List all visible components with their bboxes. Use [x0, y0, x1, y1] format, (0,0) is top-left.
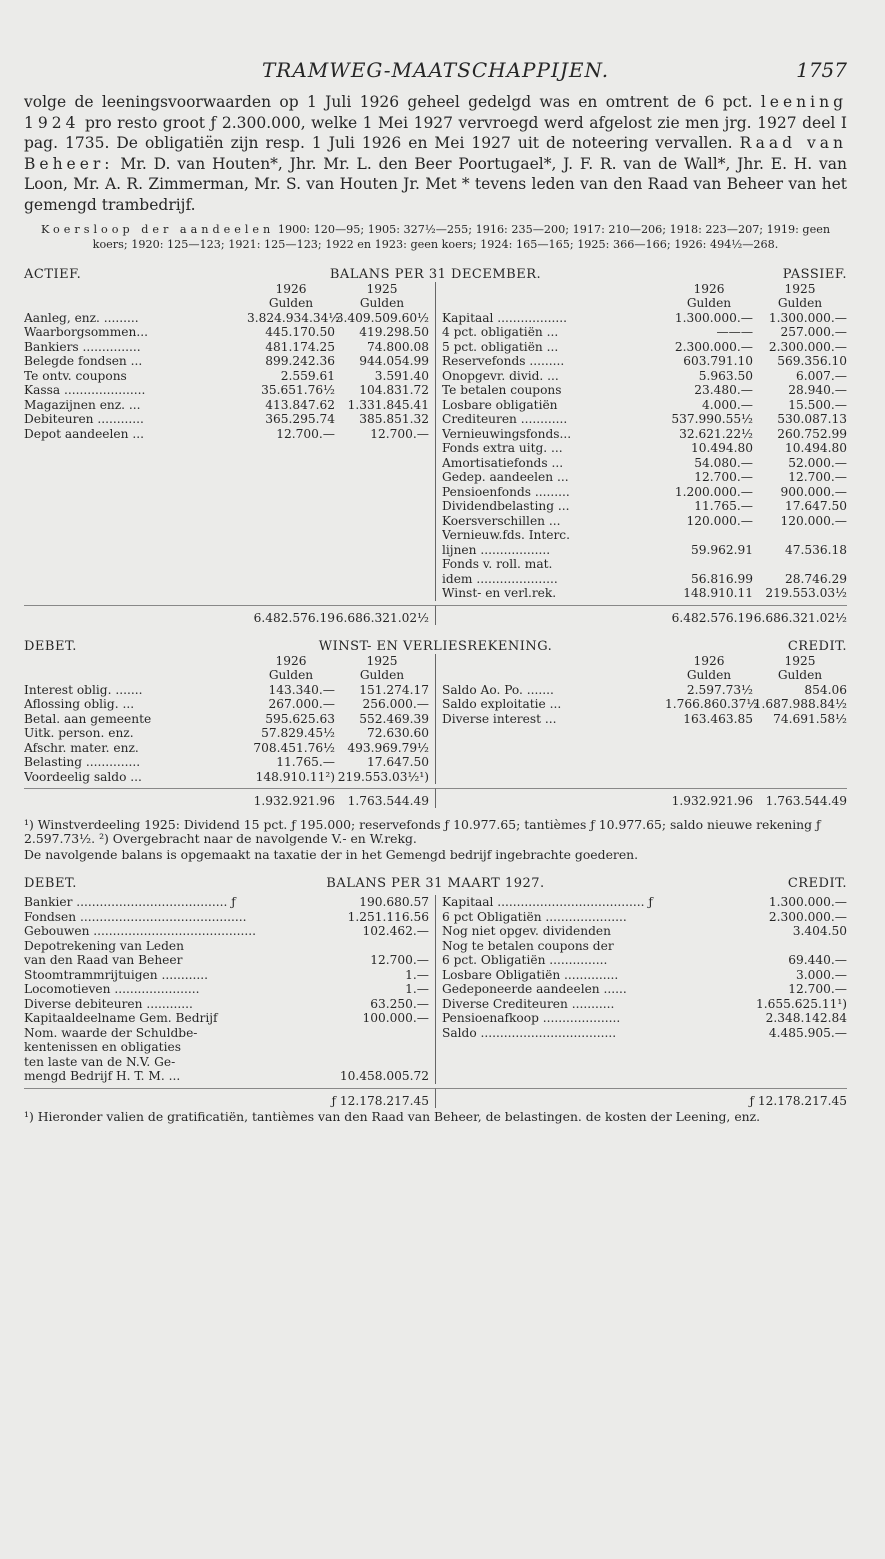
intro-text-3: pro resto groot ƒ 2.300.000, welke 1 Mei 1927 vervroegd werd afgelost zie men jrg. 1927 deel I pag. 1735. De obligatiën zijn resp. 1 Juli 1926 en Mei 1927 uit de noteering vervallen. — [24, 113, 847, 153]
row-value-1926: 56.816.99 — [690, 571, 753, 586]
table-row — [442, 895, 847, 910]
row-value-1926: 100.000.— — [362, 1011, 429, 1026]
maart-title-left: DEBET. — [24, 876, 77, 892]
unit-header: Gulden — [686, 296, 732, 311]
row-value-1926: 163.463.85 — [683, 711, 753, 726]
row-value-1926: 4.485.905.— — [768, 1025, 847, 1040]
row-label: Nog te betalen coupons der — [442, 938, 614, 953]
row-value-1926: ——— — [716, 325, 753, 340]
table-row — [442, 528, 847, 543]
row-label: Gedeponeerde aandeelen ...... — [442, 982, 627, 997]
row-label: 5 pct. obligatiën ... — [442, 339, 559, 354]
row-value-1925: 944.054.99 — [359, 354, 429, 369]
row-value-1925: 219.553.03½¹) — [337, 769, 429, 784]
row-value-1926: 413.847.62 — [265, 397, 335, 412]
row-value-1925: 569.356.10 — [777, 354, 847, 369]
table-row — [442, 543, 847, 558]
table-row — [442, 485, 847, 500]
row-label: Gebouwen .......................................... — [24, 924, 257, 939]
row-value-1926: 3.404.50 — [792, 924, 847, 939]
row-value-1926: 3.000.— — [796, 967, 847, 982]
row-label: Reservefonds ......... — [442, 354, 565, 369]
row-value-1926: 23.480.— — [694, 383, 753, 398]
table-row — [442, 924, 847, 939]
total-1925: 6.686.321.02½ — [335, 610, 429, 625]
row-label: idem ..................... — [442, 571, 558, 586]
row-value-1926: 12.700.— — [370, 953, 429, 968]
table-row — [442, 982, 847, 997]
row-label: Kapitaal ...................................... ƒ — [442, 895, 653, 910]
koersloop-label: Koersloop der aandeelen — [40, 222, 275, 236]
row-value-1925: 1.687.988.84½ — [753, 697, 847, 712]
table-row — [24, 712, 429, 727]
table-row — [442, 586, 847, 601]
table-row — [442, 1011, 847, 1026]
row-value-1926: 708.451.76½ — [253, 740, 335, 755]
row-value-1925: 1.300.000.— — [768, 310, 847, 325]
page-header — [24, 0, 847, 82]
row-label: 4 pct. obligatiën ... — [442, 325, 559, 340]
row-value-1926: 32.621.22½ — [679, 426, 753, 441]
row-value-1925: 493.969.79½ — [347, 740, 429, 755]
row-value-1926: 57.829.45½ — [261, 726, 335, 741]
row-value-1926: 10.494.80 — [690, 441, 753, 456]
row-value-1926: 10.458.005.72 — [339, 1069, 429, 1084]
row-value-1925: 10.494.80 — [784, 441, 847, 456]
balans-title-left: ACTIEF. — [24, 266, 82, 282]
table-row — [24, 997, 429, 1012]
passief-column — [435, 282, 847, 601]
row-label: Winst- en verl.rek. — [442, 586, 557, 601]
total-1926: 6.482.576.19 — [671, 610, 753, 625]
row-value-1926: 1.766.860.37½ — [665, 697, 759, 712]
row-label: Belegde fondsen ... — [24, 354, 143, 369]
table-row — [442, 311, 847, 326]
table-row — [442, 383, 847, 398]
row-value-1926: 365.295.74 — [265, 412, 335, 427]
row-value-1926: 1.300.000.— — [768, 895, 847, 910]
year-header: 1926 — [275, 281, 307, 296]
row-label: Fonds v. roll. mat. — [442, 557, 553, 572]
row-value-1925: 530.087.13 — [777, 412, 847, 427]
row-value-1925 — [753, 557, 847, 572]
row-value-1926: 12.700.— — [694, 470, 753, 485]
board-members: Mr. D. van Houten*, Jhr. Mr. L. den Beer Poortugael*, J. F. R. van de Wall*, Jhr. E. H. van Loon, Mr. A. R. Zimmerman, Mr. S. van Houten Jr. Met * tevens leden van den Raad van Beheer van het gemengd trambedrijf. — [24, 154, 847, 214]
intro-text-1: volge de leeningsvoorwaarden op 1 Juli 1926 geheel gedelgd was en omtrent de 6 pct. — [24, 93, 753, 111]
row-label: Saldo exploitatie ... — [442, 697, 562, 712]
row-label: Onopgevr. divid. ... — [442, 368, 559, 383]
unit-header: Gulden — [359, 668, 405, 683]
table-row — [24, 953, 429, 968]
row-value-1925: 151.274.17 — [359, 682, 429, 697]
row-value-1925: 120.000.— — [780, 513, 847, 528]
row-label: Bankier ....................................... ƒ — [24, 895, 236, 910]
koersloop-text: 1900: 120—95; 1905: 327½—255; 1916: 235—200; 1917: 210—206; 1918: 223—207; 1919: geen koers; 1920: 125—123; 1921: 125—123; 1922 en 1923: geen koers; 1924: 165—165; 1925: 366—166; 1926: 494½—268. — [92, 222, 831, 252]
winst-title-left: DEBET. — [24, 638, 77, 654]
row-label: kentenissen en obligaties — [24, 1040, 181, 1055]
row-value-1925: 12.700.— — [370, 426, 429, 441]
row-value-1926: 102.462.— — [362, 924, 429, 939]
row-label: Aanleg, enz. ......... — [24, 310, 139, 325]
table-row — [24, 398, 429, 413]
row-label: Nom. waarde der Schuldbe- — [24, 1025, 198, 1040]
row-label: Vernieuwingsfonds... — [442, 426, 572, 441]
row-value-1926: 4.000.— — [702, 397, 753, 412]
unit-header: Gulden — [359, 296, 405, 311]
unit-header: Gulden — [268, 668, 314, 683]
table-row — [24, 1040, 429, 1055]
total-1926: 6.482.576.19 — [253, 610, 335, 625]
row-value-1926: 1.300.000.— — [674, 310, 753, 325]
table-row — [24, 924, 429, 939]
row-label: Bankiers ............... — [24, 339, 141, 354]
row-label: Koersverschillen ... — [442, 513, 561, 528]
row-value-1925: 854.06 — [804, 682, 847, 697]
row-label: Voordeelig saldo ... — [24, 769, 142, 784]
balans-section — [24, 267, 847, 625]
page-number: 1757 — [796, 58, 847, 82]
table-row — [24, 726, 429, 741]
footnote-winstverdeeling: ¹) Winstverdeeling 1925: Dividend 15 pct. ƒ 195.000; reservefonds ƒ 10.977.65; tantièmes ƒ 10.977.65; saldo nieuwe rekening ƒ 2.597.73½. ²) Overgebracht naar de navolgende V.- en W.rekg. — [24, 817, 821, 847]
table-row — [24, 369, 429, 384]
year-header: 1925 — [366, 653, 398, 668]
table-row — [24, 755, 429, 770]
table-row — [442, 997, 847, 1012]
row-value-1926 — [319, 1040, 429, 1055]
total-1925: 6.686.321.02½ — [753, 610, 847, 625]
row-label: Dividendbelasting ... — [442, 499, 570, 514]
row-label: Te ontv. coupons — [24, 368, 127, 383]
row-value-1926: 2.559.61 — [280, 368, 335, 383]
row-value-1926: 12.700.— — [788, 982, 847, 997]
table-row — [442, 557, 847, 572]
maart-section — [24, 876, 847, 1124]
year-header: 1925 — [784, 653, 816, 668]
row-value-1925: 12.700.— — [788, 470, 847, 485]
actief-column — [24, 282, 435, 601]
intro-paragraph — [24, 92, 847, 216]
row-value-1926: 603.791.10 — [683, 354, 753, 369]
table-row — [442, 572, 847, 587]
table-row — [442, 499, 847, 514]
table-row — [442, 712, 847, 727]
row-label: 6 pct. Obligatiën ............... — [442, 953, 608, 968]
winst-totals — [24, 788, 847, 808]
row-value-1926: 143.340.— — [268, 682, 335, 697]
row-label: Kapitaaldeelname Gem. Bedrijf — [24, 1011, 218, 1026]
row-label: Belasting .............. — [24, 755, 141, 770]
table-row — [24, 895, 429, 910]
row-value-1926: 595.625.63 — [265, 711, 335, 726]
table-row — [24, 1026, 429, 1041]
row-value-1926: 11.765.— — [276, 755, 335, 770]
row-label: Diverse debiteuren ............ — [24, 996, 193, 1011]
unit-header: Gulden — [777, 296, 823, 311]
row-label: Debiteuren ............ — [24, 412, 144, 427]
row-value-1926: 1.655.625.11¹) — [755, 996, 847, 1011]
balans-title-right: PASSIEF. — [782, 266, 847, 282]
row-value-1926: 190.680.57 — [359, 895, 429, 910]
row-value-1925: 2.300.000.— — [768, 339, 847, 354]
table-row — [442, 456, 847, 471]
maart-credit-column — [435, 895, 847, 1084]
table-row — [442, 514, 847, 529]
row-value-1925: 900.000.— — [780, 484, 847, 499]
table-row — [24, 340, 429, 355]
winst-title-mid: WINST- EN VERLIESREKENING. — [318, 638, 553, 654]
maart-totals — [24, 1088, 847, 1108]
table-row — [24, 354, 429, 369]
table-row — [24, 1011, 429, 1026]
row-value-1926: 481.174.25 — [265, 339, 335, 354]
unit-header: Gulden — [268, 296, 314, 311]
row-value-1925: 17.647.50 — [366, 755, 429, 770]
total-1926: 1.932.921.96 — [253, 794, 335, 809]
year-header: 1925 — [366, 281, 398, 296]
running-title: TRAMWEG-MAATSCHAPPIJEN. — [261, 58, 610, 82]
row-value-1926: 69.440.— — [788, 953, 847, 968]
row-value-1926 — [319, 1055, 429, 1070]
table-row — [442, 953, 847, 968]
total: ƒ 12.178.217.45 — [331, 1093, 429, 1108]
row-value-1925 — [753, 528, 847, 543]
table-row — [442, 1026, 847, 1041]
row-label: Te betalen coupons — [442, 383, 562, 398]
total-1926: 1.932.921.96 — [671, 794, 753, 809]
table-row — [24, 697, 429, 712]
row-label: Amortisatiefonds ... — [442, 455, 564, 470]
row-value-1926 — [319, 939, 429, 954]
note-navolgende-balans: De navolgende balans is opgemaakt na taxatie der in het Gemengd bedrijf ingebrachte goederen. — [24, 847, 639, 863]
intro-loan-name: leening 1924 — [24, 93, 847, 132]
row-label: Crediteuren ............ — [442, 412, 568, 427]
row-value-1926: 1.251.116.56 — [347, 909, 429, 924]
table-row — [442, 412, 847, 427]
table-row — [442, 939, 847, 954]
row-label: Losbare obligatiën — [442, 397, 558, 412]
row-label: Betal. aan gemeente — [24, 711, 152, 726]
row-value-1925: 15.500.— — [788, 397, 847, 412]
table-row — [442, 910, 847, 925]
winst-section — [24, 639, 847, 809]
row-value-1926 — [737, 939, 847, 954]
table-row — [24, 939, 429, 954]
table-row — [442, 683, 847, 698]
row-value-1925: 47.536.18 — [784, 542, 847, 557]
table-row — [442, 470, 847, 485]
table-row — [24, 770, 429, 785]
unit-header: Gulden — [686, 668, 732, 683]
row-value-1925: 385.851.32 — [359, 412, 429, 427]
row-value-1925: 52.000.— — [788, 455, 847, 470]
board-heading: Raad van Beheer: — [24, 134, 847, 173]
table-row — [24, 683, 429, 698]
table-row — [24, 982, 429, 997]
maart-title — [24, 876, 847, 891]
year-header: 1925 — [784, 281, 816, 296]
row-value-1926: 2.348.142.84 — [765, 1011, 847, 1026]
row-value-1925: 6.007.— — [796, 368, 847, 383]
row-value-1926: 11.765.— — [694, 499, 753, 514]
maart-title-mid: BALANS PER 31 MAART 1927. — [326, 876, 545, 892]
table-row — [24, 412, 429, 427]
row-value-1926: 537.990.55½ — [671, 412, 753, 427]
row-value-1925: 3.409.509.60½ — [335, 310, 429, 325]
row-value-1926: 2.300.000.— — [768, 909, 847, 924]
row-label: Fonds extra uitg. ... — [442, 441, 563, 456]
row-value-1925: 28.940.— — [788, 383, 847, 398]
unit-header: Gulden — [777, 668, 823, 683]
row-value-1925: 28.746.29 — [784, 571, 847, 586]
table-row — [442, 968, 847, 983]
table-row — [24, 427, 429, 442]
row-label: Afschr. mater. enz. — [24, 740, 139, 755]
row-value-1925: 260.752.99 — [777, 426, 847, 441]
total-1925: 1.763.544.49 — [765, 794, 847, 809]
row-label: Magazijnen enz. ... — [24, 397, 141, 412]
row-value-1926: 899.242.36 — [265, 354, 335, 369]
table-row — [24, 1069, 429, 1084]
year-header: 1926 — [275, 653, 307, 668]
table-row — [24, 968, 429, 983]
balans-totals — [24, 605, 847, 625]
footnote-gratificaties: ¹) Hieronder valien de gratificatiën, tantièmes van den Raad van Beheer, de belastingen. de kosten der Leening, enz. — [24, 1108, 761, 1124]
table-row — [442, 398, 847, 413]
table-row — [442, 354, 847, 369]
year-header: 1926 — [693, 281, 725, 296]
row-label: ten laste van de N.V. Ge- — [24, 1054, 176, 1069]
row-label: mengd Bedrijf H. T. M. ... — [24, 1069, 181, 1084]
row-label: Locomotieven ...................... — [24, 982, 200, 997]
row-value-1925: 17.647.50 — [784, 499, 847, 514]
row-label: Saldo ................................... — [442, 1025, 617, 1040]
winst-title — [24, 639, 847, 654]
row-value-1926 — [665, 557, 753, 572]
row-value-1925: 74.691.58½ — [773, 711, 847, 726]
table-row — [442, 340, 847, 355]
row-value-1925: 3.591.40 — [374, 368, 429, 383]
table-row — [442, 697, 847, 712]
table-row — [24, 325, 429, 340]
row-label: Losbare Obligatiën .............. — [442, 967, 619, 982]
row-label: Pensioenfonds ......... — [442, 484, 570, 499]
table-row — [24, 1055, 429, 1070]
row-value-1925: 104.831.72 — [359, 383, 429, 398]
row-value-1926: 445.170.50 — [265, 325, 335, 340]
row-label: 6 pct Obligatiën ..................... — [442, 909, 627, 924]
row-value-1926: 120.000.— — [686, 513, 753, 528]
row-value-1926: 35.651.76½ — [261, 383, 335, 398]
row-label: Nog niet opgev. dividenden — [442, 924, 611, 939]
row-label: Waarborgsommen... — [24, 325, 148, 340]
table-row — [442, 441, 847, 456]
row-value-1926 — [665, 528, 753, 543]
row-value-1925: 257.000.— — [780, 325, 847, 340]
row-value-1926: 2.597.73½ — [686, 682, 753, 697]
row-label: van den Raad van Beheer — [24, 953, 183, 968]
maart-debet-column — [24, 895, 435, 1084]
table-row — [24, 311, 429, 326]
row-value-1926: 2.300.000.— — [674, 339, 753, 354]
balans-title — [24, 267, 847, 282]
row-value-1926: 63.250.— — [370, 996, 429, 1011]
table-row — [24, 383, 429, 398]
row-label: Stoomtrammrijtuigen ............ — [24, 967, 208, 982]
row-label: Diverse Crediteuren ........... — [442, 996, 615, 1011]
row-label: Depot aandeelen ... — [24, 426, 144, 441]
winst-title-right: CREDIT. — [787, 638, 847, 654]
table-row — [442, 325, 847, 340]
balans-title-mid: BALANS PER 31 DECEMBER. — [329, 266, 542, 282]
row-value-1925: 1.331.845.41 — [347, 397, 429, 412]
row-label: Aflossing oblig. ... — [24, 697, 135, 712]
table-row — [442, 369, 847, 384]
row-value-1926: 148.910.11 — [683, 586, 753, 601]
row-label: Kapitaal .................. — [442, 310, 568, 325]
table-row — [24, 910, 429, 925]
row-value-1926: 59.962.91 — [690, 542, 753, 557]
row-label: Depotrekening van Leden — [24, 938, 184, 953]
row-label: Interest oblig. ....... — [24, 682, 143, 697]
winst-credit-column — [435, 654, 847, 785]
row-value-1925: 552.469.39 — [359, 711, 429, 726]
total-1925: 1.763.544.49 — [347, 794, 429, 809]
table-row — [24, 741, 429, 756]
row-value-1926: 5.963.50 — [698, 368, 753, 383]
row-value-1926: 148.910.11²) — [255, 769, 335, 784]
maart-title-right: CREDIT. — [787, 876, 847, 892]
row-value-1925: 219.553.03½ — [765, 586, 847, 601]
row-label: Gedep. aandeelen ... — [442, 470, 569, 485]
row-label: Kassa ..................... — [24, 383, 146, 398]
row-value-1926: 267.000.— — [268, 697, 335, 712]
row-value-1925: 256.000.— — [362, 697, 429, 712]
row-label: Uitk. person. enz. — [24, 726, 134, 741]
row-label: lijnen .................. — [442, 542, 551, 557]
row-label: Fondsen ........................................... — [24, 909, 247, 924]
winst-debet-column — [24, 654, 435, 785]
table-row — [442, 427, 847, 442]
row-value-1926: 1.200.000.— — [674, 484, 753, 499]
row-value-1925: 72.630.60 — [366, 726, 429, 741]
year-header: 1926 — [693, 653, 725, 668]
row-value-1925: 419.298.50 — [359, 325, 429, 340]
row-value-1926: 12.700.— — [276, 426, 335, 441]
row-value-1926 — [319, 1026, 429, 1041]
row-value-1926: 3.824.934.34½ — [247, 310, 341, 325]
koersloop — [24, 222, 847, 253]
row-label: Vernieuw.fds. Interc. — [442, 528, 571, 543]
row-label: Saldo Ao. Po. ....... — [442, 682, 554, 697]
row-label: Diverse interest ... — [442, 711, 557, 726]
row-label: Pensioenafkoop .................... — [442, 1011, 621, 1026]
row-value-1925: 74.800.08 — [366, 339, 429, 354]
total: ƒ 12.178.217.45 — [749, 1093, 847, 1108]
row-value-1926: 54.080.— — [694, 455, 753, 470]
row-value-1926: 1.— — [405, 982, 429, 997]
row-value-1926: 1.— — [405, 967, 429, 982]
